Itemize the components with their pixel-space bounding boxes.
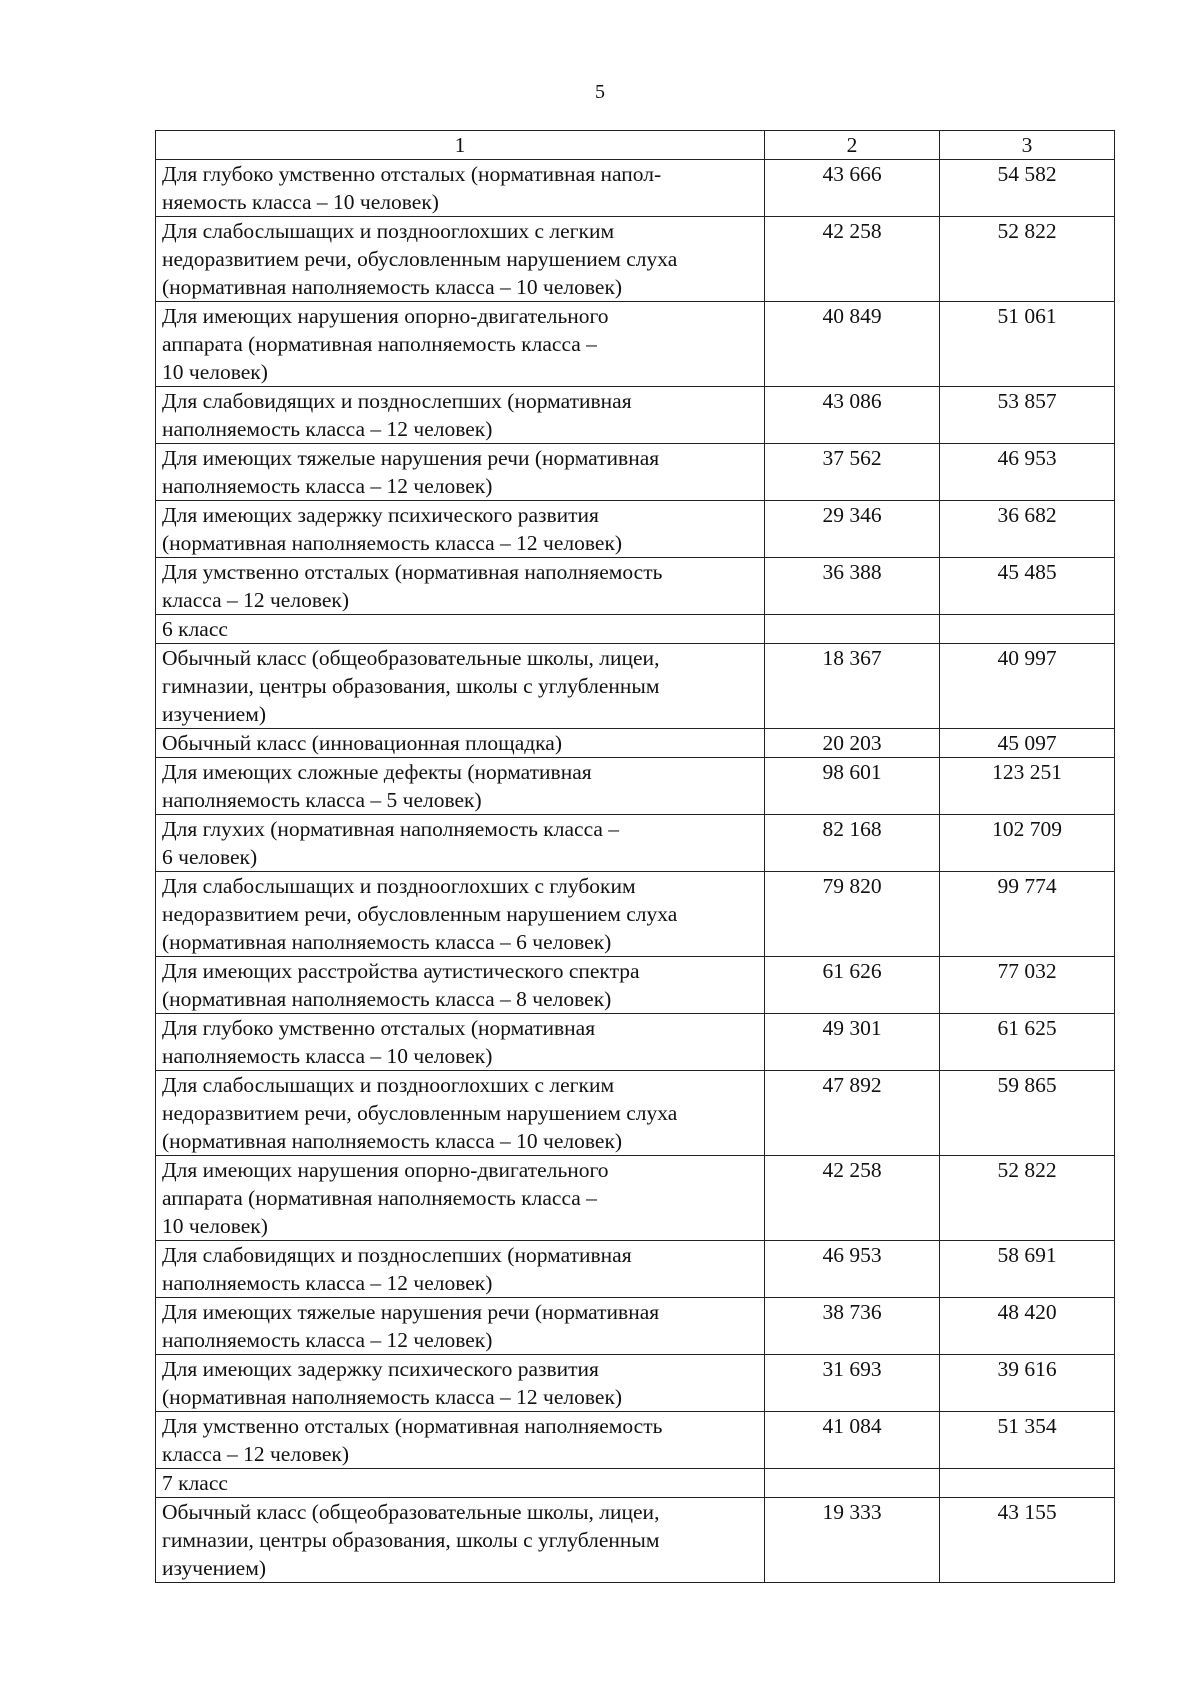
- table-row: [156, 957, 1115, 1014]
- value-cell-col3: 102 709: [940, 815, 1115, 872]
- value-cell-col3: 51 061: [940, 302, 1115, 387]
- description-line: наполняемость класса – 12 человек): [162, 474, 493, 498]
- description-line: класса – 12 человек): [162, 1442, 349, 1466]
- value-cell-col3: 43 155: [940, 1498, 1115, 1583]
- description-line: гимназии, центры образования, школы с углубленным: [162, 1528, 660, 1552]
- table-row: [156, 501, 1115, 558]
- row-description-cell: [156, 217, 765, 302]
- row-description-cell: [156, 644, 765, 729]
- value-cell-col2: 38 736: [765, 1298, 940, 1355]
- description-line: Для умственно отсталых (нормативная наполняемость: [162, 1414, 663, 1438]
- description-line: изучением): [162, 702, 266, 726]
- row-description-cell: [156, 1412, 765, 1469]
- value-cell-col3: [940, 1469, 1115, 1498]
- description-line: аппарата (нормативная наполняемость класса –: [162, 332, 597, 356]
- value-cell-col2: [765, 615, 940, 644]
- description-line: Обычный класс (общеобразовательные школы, лицеи,: [162, 646, 660, 670]
- row-description-cell: [156, 1498, 765, 1583]
- value-cell-col2: 20 203: [765, 729, 940, 758]
- description-line: Для имеющих нарушения опорно-двигательного: [162, 304, 609, 328]
- table-row: [156, 302, 1115, 387]
- table-row: [156, 729, 1115, 758]
- value-cell-col2: 18 367: [765, 644, 940, 729]
- value-cell-col3: 123 251: [940, 758, 1115, 815]
- description-line: Для глубоко умственно отсталых (нормативная напол-: [162, 162, 662, 186]
- row-description-cell: [156, 1355, 765, 1412]
- description-line: (нормативная наполняемость класса – 12 человек): [162, 531, 623, 555]
- description-line: недоразвитием речи, обусловленным нарушением слуха: [162, 902, 678, 926]
- description-line: (нормативная наполняемость класса – 12 человек): [162, 1385, 623, 1409]
- value-cell-col3: 59 865: [940, 1071, 1115, 1156]
- description-line: наполняемость класса – 12 человек): [162, 417, 493, 441]
- value-cell-col2: 36 388: [765, 558, 940, 615]
- value-cell-col3: 99 774: [940, 872, 1115, 957]
- description-line: (нормативная наполняемость класса – 8 человек): [162, 987, 612, 1011]
- value-cell-col3: 58 691: [940, 1241, 1115, 1298]
- description-line: 10 человек): [162, 1214, 268, 1238]
- value-cell-col3: 45 485: [940, 558, 1115, 615]
- value-cell-col3: 51 354: [940, 1412, 1115, 1469]
- value-cell-col3: 61 625: [940, 1014, 1115, 1071]
- value-cell-col2: 31 693: [765, 1355, 940, 1412]
- value-cell-col2: 46 953: [765, 1241, 940, 1298]
- description-line: аппарата (нормативная наполняемость класса –: [162, 1186, 597, 1210]
- value-cell-col3: 52 822: [940, 1156, 1115, 1241]
- table-body: [156, 131, 1115, 1583]
- value-cell-col3: 48 420: [940, 1298, 1115, 1355]
- value-cell-col2: 42 258: [765, 1156, 940, 1241]
- table-row: [156, 1498, 1115, 1583]
- value-cell-col3: 46 953: [940, 444, 1115, 501]
- value-cell-col3: 77 032: [940, 957, 1115, 1014]
- row-description-cell: [156, 1014, 765, 1071]
- description-line: Для слабослышащих и позднооглохших с легким: [162, 219, 615, 243]
- table-row: [156, 815, 1115, 872]
- table-row: [156, 1298, 1115, 1355]
- description-line: класса – 12 человек): [162, 588, 349, 612]
- row-description-cell: [156, 815, 765, 872]
- description-line: наполняемость класса – 5 человек): [162, 788, 482, 812]
- row-description-cell: [156, 957, 765, 1014]
- description-line: (нормативная наполняемость класса – 10 человек): [162, 1129, 623, 1153]
- description-line: 6 человек): [162, 845, 258, 869]
- value-cell-col3: 36 682: [940, 501, 1115, 558]
- row-description-cell: [156, 1156, 765, 1241]
- row-description-cell: [156, 558, 765, 615]
- description-line: недоразвитием речи, обусловленным нарушением слуха: [162, 1101, 678, 1125]
- description-line: Обычный класс (инновационная площадка): [162, 731, 562, 755]
- row-description-cell: [156, 302, 765, 387]
- description-line: Для имеющих сложные дефекты (нормативная: [162, 760, 592, 784]
- header-cell-3: 3: [940, 131, 1115, 160]
- row-description-cell: [156, 615, 765, 644]
- row-description-cell: [156, 444, 765, 501]
- description-line: Для имеющих тяжелые нарушения речи (нормативная: [162, 446, 660, 470]
- row-description-cell: [156, 1241, 765, 1298]
- description-line: Для умственно отсталых (нормативная наполняемость: [162, 560, 663, 584]
- description-line: 10 человек): [162, 360, 268, 384]
- table-row: [156, 1241, 1115, 1298]
- row-description-cell: [156, 160, 765, 217]
- value-cell-col2: 98 601: [765, 758, 940, 815]
- value-cell-col2: 41 084: [765, 1412, 940, 1469]
- description-line: наполняемость класса – 12 человек): [162, 1328, 493, 1352]
- table-row: [156, 1071, 1115, 1156]
- table-row: [156, 387, 1115, 444]
- value-cell-col2: 61 626: [765, 957, 940, 1014]
- value-cell-col2: 37 562: [765, 444, 940, 501]
- description-line: Для имеющих задержку психического развития: [162, 1357, 599, 1381]
- data-table: [155, 130, 1115, 1583]
- value-cell-col2: 79 820: [765, 872, 940, 957]
- description-line: Для имеющих нарушения опорно-двигательного: [162, 1158, 609, 1182]
- description-line: Для глухих (нормативная наполняемость класса –: [162, 817, 620, 841]
- description-line: Для слабослышащих и позднооглохших с легким: [162, 1073, 615, 1097]
- value-cell-col2: 42 258: [765, 217, 940, 302]
- description-line: Для имеющих тяжелые нарушения речи (нормативная: [162, 1300, 660, 1324]
- row-description-cell: [156, 387, 765, 444]
- table-row: [156, 1469, 1115, 1498]
- table-row: [156, 758, 1115, 815]
- table-row: [156, 444, 1115, 501]
- description-line: 7 класс: [162, 1471, 228, 1495]
- value-cell-col2: 47 892: [765, 1071, 940, 1156]
- value-cell-col2: 43 086: [765, 387, 940, 444]
- table-row: [156, 1156, 1115, 1241]
- value-cell-col2: 29 346: [765, 501, 940, 558]
- row-description-cell: [156, 501, 765, 558]
- value-cell-col2: 40 849: [765, 302, 940, 387]
- description-line: гимназии, центры образования, школы с углубленным: [162, 674, 660, 698]
- value-cell-col3: [940, 615, 1115, 644]
- description-line: Для имеющих расстройства аутистического спектра: [162, 959, 640, 983]
- description-line: наполняемость класса – 10 человек): [162, 1044, 493, 1068]
- table-row: [156, 160, 1115, 217]
- table-row: [156, 1014, 1115, 1071]
- value-cell-col3: 54 582: [940, 160, 1115, 217]
- table-row: [156, 644, 1115, 729]
- description-line: изучением): [162, 1556, 266, 1580]
- value-cell-col2: [765, 1469, 940, 1498]
- description-line: наполняемость класса – 12 человек): [162, 1271, 493, 1295]
- row-description-cell: [156, 872, 765, 957]
- description-line: 6 класс: [162, 617, 228, 641]
- value-cell-col2: 43 666: [765, 160, 940, 217]
- value-cell-col2: 49 301: [765, 1014, 940, 1071]
- value-cell-col3: 52 822: [940, 217, 1115, 302]
- page-number: 5: [595, 81, 605, 103]
- description-line: (нормативная наполняемость класса – 6 человек): [162, 930, 612, 954]
- table-row: [156, 1355, 1115, 1412]
- header-cell-1: 1: [156, 131, 765, 160]
- table-row: [156, 558, 1115, 615]
- description-line: недоразвитием речи, обусловленным нарушением слуха: [162, 247, 678, 271]
- value-cell-col3: 40 997: [940, 644, 1115, 729]
- value-cell-col2: 82 168: [765, 815, 940, 872]
- value-cell-col3: 45 097: [940, 729, 1115, 758]
- description-line: (нормативная наполняемость класса – 10 человек): [162, 275, 623, 299]
- value-cell-col3: 39 616: [940, 1355, 1115, 1412]
- description-line: Для слабовидящих и позднослепших (нормативная: [162, 1243, 632, 1267]
- description-line: няемость класса – 10 человек): [162, 190, 439, 214]
- description-line: Для глубоко умственно отсталых (нормативная: [162, 1016, 596, 1040]
- table-row: [156, 615, 1115, 644]
- table-row: [156, 1412, 1115, 1469]
- row-description-cell: [156, 758, 765, 815]
- description-line: Обычный класс (общеобразовательные школы, лицеи,: [162, 1500, 660, 1524]
- row-description-cell: [156, 1071, 765, 1156]
- description-line: Для слабовидящих и позднослепших (нормативная: [162, 389, 632, 413]
- value-cell-col3: 53 857: [940, 387, 1115, 444]
- value-cell-col2: 19 333: [765, 1498, 940, 1583]
- table-row: [156, 872, 1115, 957]
- table-header-row: [156, 131, 1115, 160]
- table-row: [156, 217, 1115, 302]
- row-description-cell: [156, 1469, 765, 1498]
- description-line: Для имеющих задержку психического развития: [162, 503, 599, 527]
- header-cell-2: 2: [765, 131, 940, 160]
- row-description-cell: [156, 729, 765, 758]
- description-line: Для слабослышащих и позднооглохших с глубоким: [162, 874, 636, 898]
- row-description-cell: [156, 1298, 765, 1355]
